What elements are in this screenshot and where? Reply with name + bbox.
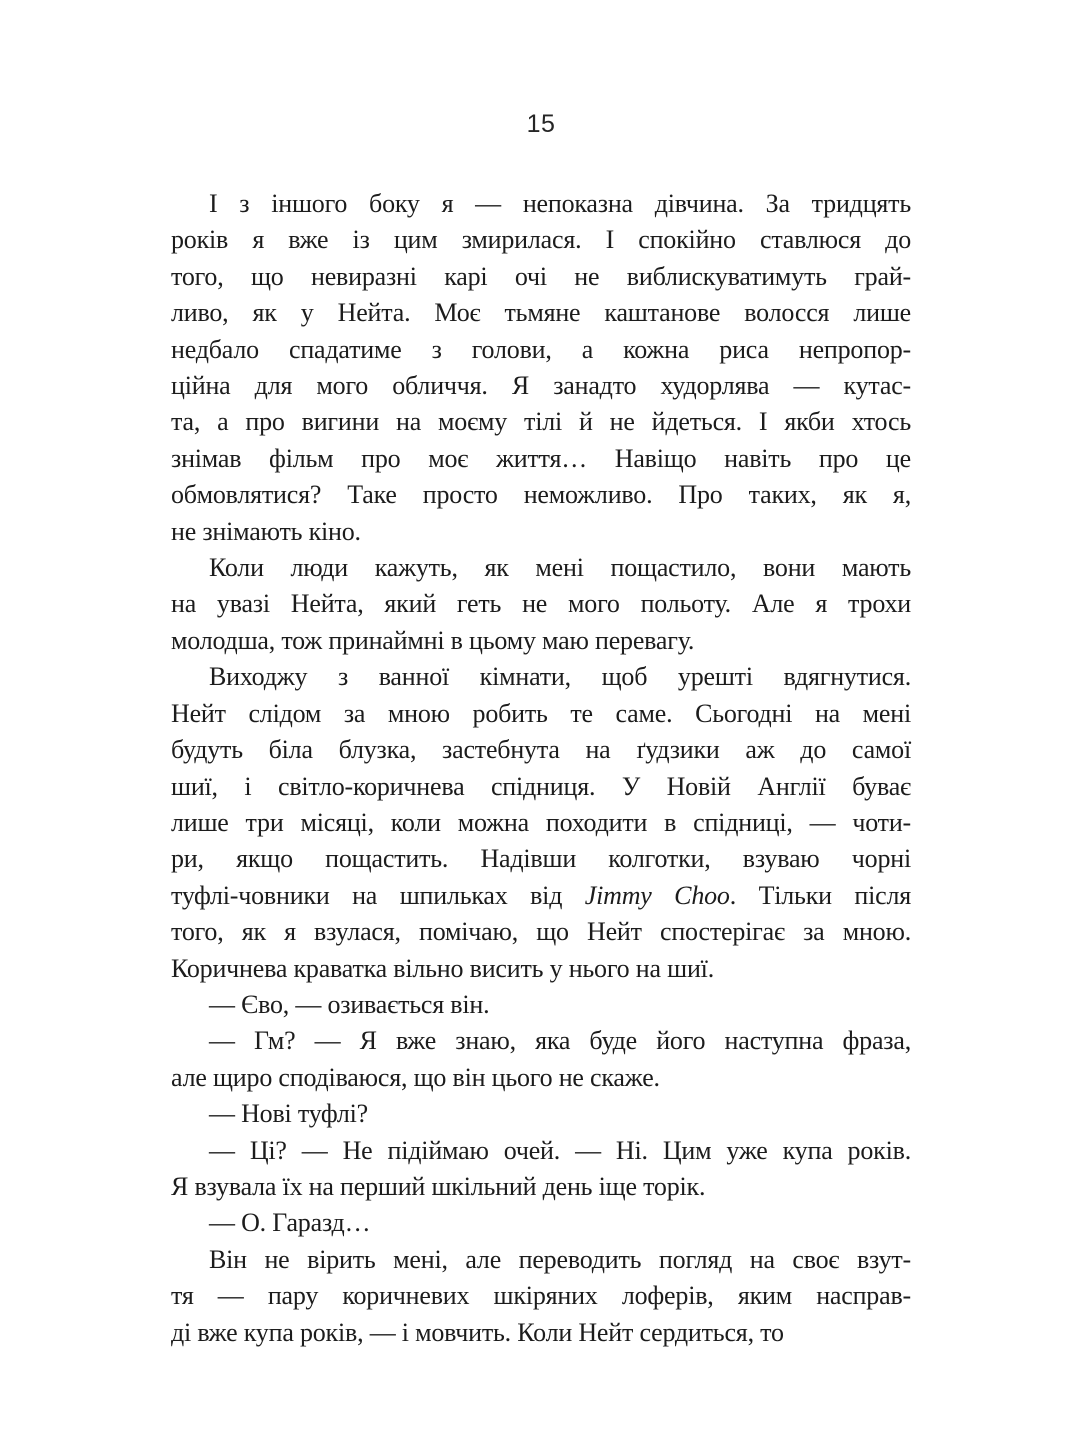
- text-line: шиї, і світло-коричнева спідниця. У Новій Англії буває: [171, 771, 911, 801]
- text-line: Нейт слідом за мною робить те саме. Сьогодні на мені: [171, 698, 911, 728]
- paragraph: [171, 1023, 911, 1096]
- page-number: 15: [526, 110, 556, 138]
- text-line: ри, якщо пощастить. Надівши колготки, взуваю чорні: [171, 844, 911, 874]
- text-line: не знімають кіно.: [171, 516, 361, 546]
- text-line: недбало спадатиме з голови, а кожна риса непропор-: [171, 334, 911, 364]
- text-line: молодша, тож принаймні в цьому маю перевагу.: [171, 625, 695, 655]
- paragraph: [171, 1242, 911, 1351]
- text-line: туфлі-човники на шпильках від Jimmy Choo. Тільки після: [171, 880, 912, 910]
- text-line: Я взувала їх на перший шкільний день іще торік.: [171, 1171, 706, 1201]
- text-line: обмовлятися? Таке просто неможливо. Про таких, як я,: [171, 480, 911, 510]
- text-line: — Нові туфлі?: [209, 1099, 368, 1129]
- paragraph: [171, 1133, 911, 1206]
- text-block: [171, 186, 911, 1351]
- text-line: Він не вірить мені, але переводить погляд на своє взут-: [209, 1244, 911, 1274]
- text-line: того, як я взулася, помічаю, що Нейт спостерігає за мною.: [171, 917, 911, 947]
- text-line: — Єво, — озивається він.: [209, 989, 490, 1019]
- text-line: Коли люди кажуть, як мені пощастило, вони мають: [209, 553, 911, 583]
- text-line: та, а про вигини на моєму тілі й не йдеться. І якби хтось: [171, 407, 911, 437]
- text-line: ційна для мого обличчя. Я занадто худорлява — кутас-: [171, 371, 911, 401]
- text-line: на увазі Нейта, який геть не мого польоту. Але я трохи: [171, 589, 911, 619]
- paragraph: [171, 1205, 911, 1241]
- text-line: ливо, як у Нейта. Моє тьмяне каштанове волосся лише: [171, 298, 911, 328]
- text-line: того, що невиразні карі очі не виблискуватимуть грай-: [171, 261, 911, 291]
- text-line: років я вже із цим змирилася. І спокійно ставлюся до: [171, 225, 911, 255]
- text-line: лише три місяці, коли можна походити в спідниці, — чоти-: [171, 807, 911, 837]
- paragraph: [171, 987, 911, 1023]
- text-line: знімав фільм про моє життя… Навіщо навіть про це: [171, 443, 911, 473]
- text-line: — Гм? — Я вже знаю, яка буде його наступна фраза,: [209, 1026, 911, 1056]
- text-line: але щиро сподіваюся, що він цього не скаже.: [171, 1062, 660, 1092]
- text-line: — Ці? — Не підіймаю очей. — Ні. Цим уже купа років.: [209, 1135, 911, 1165]
- paragraph: [171, 186, 911, 550]
- text-line: будуть біла блузка, застебнута на ґудзики аж до самої: [171, 735, 911, 765]
- text-line: — О. Гаразд…: [209, 1208, 371, 1238]
- text-line: І з іншого боку я — непоказна дівчина. За тридцять: [209, 189, 911, 218]
- text-line: ді вже купа років, — і мовчить. Коли Нейт сердиться, то: [171, 1317, 784, 1347]
- paragraph: [171, 659, 911, 987]
- text-line: тя — пару коричневих шкіряних лоферів, яким насправ-: [171, 1281, 911, 1311]
- paragraph: [171, 1096, 911, 1132]
- paragraph: [171, 550, 911, 659]
- text-line: Виходжу з ванної кімнати, щоб урешті вдягнутися.: [209, 662, 911, 692]
- text-line: Коричнева краватка вільно висить у нього на шиї.: [171, 953, 714, 983]
